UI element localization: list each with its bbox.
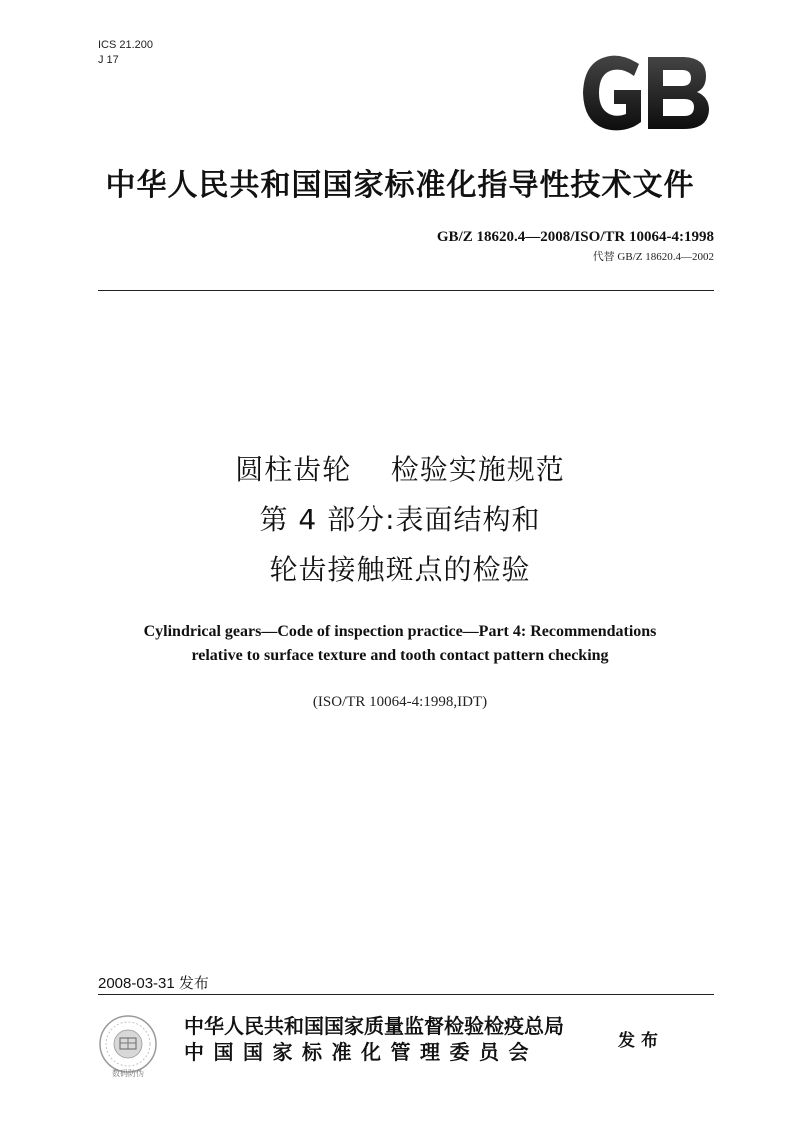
classification-codes — [98, 38, 153, 68]
chinese-title — [0, 445, 800, 595]
gb-logo — [578, 54, 714, 132]
issuer-aqsiq: 中华人民共和国国家质量监督检验检疫总局 — [184, 1014, 564, 1038]
english-title-line-2: relative to surface texture and tooth contact pattern checking — [191, 647, 609, 664]
chinese-title-line-1: 圆柱齿轮 检验实施规范 — [235, 453, 565, 486]
footer-divider — [98, 994, 714, 995]
document-type-heading: 中华人民共和国国家标准化指导性技术文件 — [105, 168, 695, 203]
ccs-code: J 17 — [98, 54, 119, 66]
issuer-sac: 中国国家标准化管理委员会 — [184, 1040, 538, 1064]
publish-label: 发布 — [618, 1031, 664, 1051]
chinese-title-line-2: 第 4 部分:表面结构和 — [259, 503, 541, 536]
issue-date: 2008-03-31 发布 — [98, 975, 209, 992]
english-title — [0, 620, 800, 668]
english-title-line-1: Cylindrical gears—Code of inspection practice—Part 4: Recommendations — [143, 623, 657, 640]
chinese-title-line-3: 轮齿接触斑点的检验 — [269, 553, 531, 586]
ics-code: ICS 21.200 — [98, 39, 154, 51]
issuing-authorities — [184, 1013, 564, 1065]
header-divider — [98, 290, 714, 291]
replaces-standard: 代替 GB/Z 18620.4—2002 — [592, 251, 714, 263]
standard-number: GB/Z 18620.4—2008/ISO/TR 10064-4:1998 — [436, 229, 714, 245]
iso-equivalence: (ISO/TR 10064-4:1998,IDT) — [312, 694, 488, 710]
seal-label: 数码防伪 — [112, 1069, 144, 1078]
